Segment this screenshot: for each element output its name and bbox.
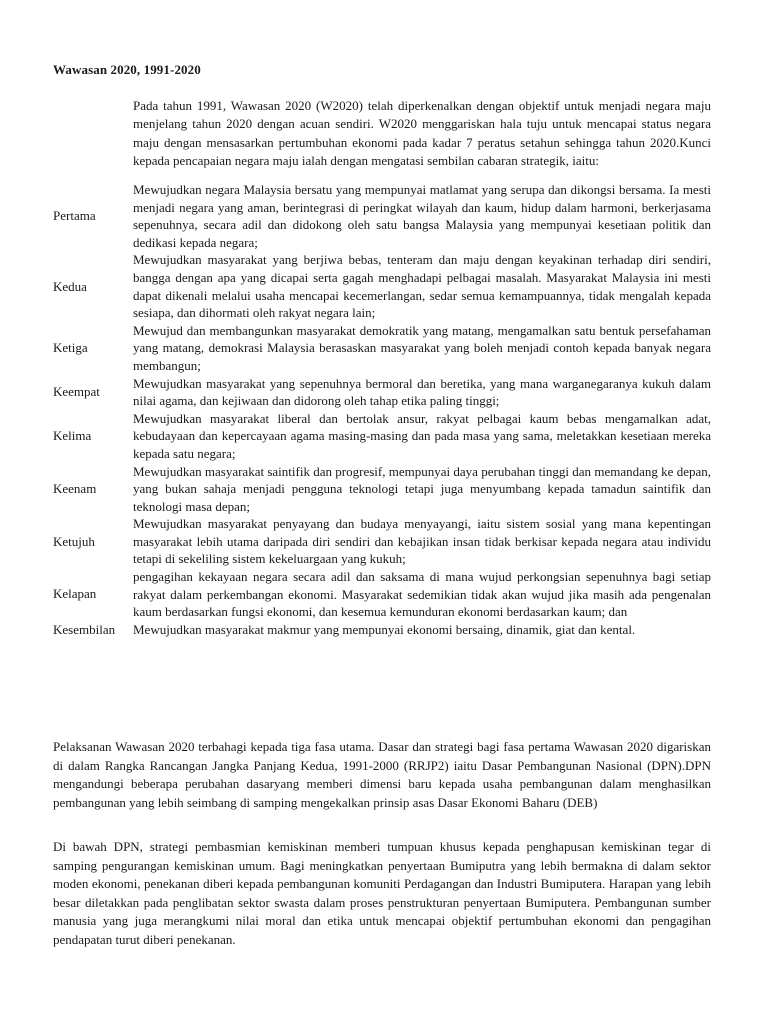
challenge-text: Mewujud dan membangunkan masyarakat demokratik yang matang, mengamalkan satu bentuk persefahaman yang matang, demokrasi Malaysia berasaskan masyarakat yang boleh menjadi contoh kepada banyak negara membangun; bbox=[133, 322, 711, 373]
challenge-item bbox=[53, 568, 711, 621]
challenge-text: Mewujudkan masyarakat yang berjiwa bebas, tenteram dan maju dengan keyakinan terhadap diri sendiri, bangga dengan apa yang dicapai serta gagah menghadapi pelbagai masalah. Masyarakat Malaysia ini mesti dapat dikenali melalui usaha mencapai kecemerlangan, sedar semua kemampuannya, tidak mengalah kepada sesiapa, dan dihormati oleh rakyat negara lain; bbox=[133, 252, 711, 321]
challenge-label: Kesembilan bbox=[53, 621, 116, 637]
challenge-item bbox=[53, 322, 711, 375]
challenge-text: Mewujudkan masyarakat liberal dan bertolak ansur, rakyat pelbagai kaum bebas mengamalkan adat, kebudayaan dan kepercayaan agama masing-masing dan pada masa yang sama, meletakkan kesetiaan mereka kepada satu negara; bbox=[133, 410, 711, 461]
challenge-label: Ketujuh bbox=[53, 533, 95, 549]
challenge-label: Kelima bbox=[53, 428, 92, 444]
challenge-text: Mewujudkan masyarakat makmur yang mempunyai ekonomi bersaing, dinamik, giat dan kental. bbox=[133, 621, 636, 637]
challenge-item bbox=[53, 181, 711, 251]
body-paragraph: Di bawah DPN, strategi pembasmian kemiskinan memberi tumpuan khusus kepada penghapusan kemiskinan tegar di samping pengurangan kemiskinan umum. Bagi meningkatkan penyertaan Bumiputra yang lebih bermakna di dalam sektor moden ekonomi, penekanan diberi kepada pembangunan komuniti Perdagangan dan Industri Bumiputera. Harapan yang lebih besar diletakkan pada penglibatan sektor swasta dalam proses penstrukturan penyertaan Bumiputera. Pembangunan sumber manusia yang juga merangkumi nilai moral dan etika untuk mencapai objektif pertumbuhan ekonomi dan pengagihan pendapatan turut diberi penekanan. bbox=[53, 839, 711, 947]
challenge-text: Mewujudkan negara Malaysia bersatu yang mempunyai matlamat yang serupa dan dikongsi bersama. Ia mesti menjadi negara yang aman, berintegrasi di peringkat wilayah dan kaum, hidup dalam harmoni, berkerjasama sepenuhnya, secara adil dan didokong oleh satu bangsa Malaysia yang mempunyai kesetiaan politik dan dedikasi kepada negara; bbox=[133, 182, 711, 250]
challenge-label: Pertama bbox=[53, 208, 96, 224]
challenge-label: Kedua bbox=[53, 278, 87, 294]
challenge-list bbox=[53, 181, 711, 638]
intro-paragraph: Pada tahun 1991, Wawasan 2020 (W2020) telah diperkenalkan dengan objektif untuk menjadi negara maju menjelang tahun 2020 dengan acuan sendiri. W2020 menggariskan hala tuju untuk mencapai status negara maju dengan mensasarkan pertumbuhan ekonomi pada kadar 7 peratus setahun sehingga tahun 2020.Kunci kepada pencapaian negara maju ialah dengan mengatasi sembilan cabaran strategik, iaitu: bbox=[133, 98, 711, 168]
document-title: Wawasan 2020, 1991-2020 bbox=[53, 62, 201, 77]
challenge-text: pengagihan kekayaan negara secara adil dan saksama di mana wujud perkongsian sepenuhnya bagi setiap rakyat dalam perkembangan ekonomi. Masyarakat sedemikian tidak akan wujud jika masih ada pengenalan kaum berdasarkan fungsi ekonomi, dan kesemua kemunduran ekonomi berdasarkan kaum; dan bbox=[133, 569, 711, 620]
challenge-item bbox=[53, 463, 711, 516]
challenge-item bbox=[53, 410, 711, 463]
challenge-text: Mewujudkan masyarakat yang sepenuhnya bermoral dan beretika, yang mana warganegaranya kukuh dalam nilai agama, dan kejiwaan dan didorong oleh tahap etika paling tinggi; bbox=[133, 375, 711, 409]
challenge-label: Keenam bbox=[53, 480, 97, 496]
challenge-item bbox=[53, 621, 711, 639]
body-paragraph: Pelaksanan Wawasan 2020 terbahagi kepada tiga fasa utama. Dasar dan strategi bagi fasa pertama Wawasan 2020 digariskan di dalam Rangka Rancangan Jangka Panjang Kedua, 1991-2000 (RRJP2) iaitu Dasar Pembangunan Nasional (DPN).DPN mengandungi beberapa perubahan dasaryang memberi dimensi baru kepada usaha pembangunan dalam menghasilkan pembangunan yang lebih seimbang di samping mengekalkan prinsip asas Dasar Ekonomi Baharu (DEB) bbox=[53, 739, 711, 810]
challenge-item bbox=[53, 515, 711, 568]
challenge-label: Keempat bbox=[53, 384, 100, 400]
challenge-label: Kelapan bbox=[53, 586, 97, 602]
challenge-item bbox=[53, 375, 711, 410]
challenge-label: Ketiga bbox=[53, 340, 88, 356]
challenge-text: Mewujudkan masyarakat penyayang dan budaya menyayangi, iaitu sistem sosial yang mana kepentingan masyarakat lebih utama daripada diri sendiri dan kebajikan insan tidak berkisar kepada negara atau individu tetapi di sekeliling sistem kekeluargaan yang kukuh; bbox=[133, 516, 711, 567]
challenge-item bbox=[53, 251, 711, 321]
challenge-text: Mewujudkan masyarakat saintifik dan progresif, mempunyai daya perubahan tinggi dan memandang ke depan, yang bukan sahaja menjadi pengguna teknologi tetapi juga menyumbang kepada tamadun saintifik dan teknologi masa depan; bbox=[133, 463, 711, 514]
